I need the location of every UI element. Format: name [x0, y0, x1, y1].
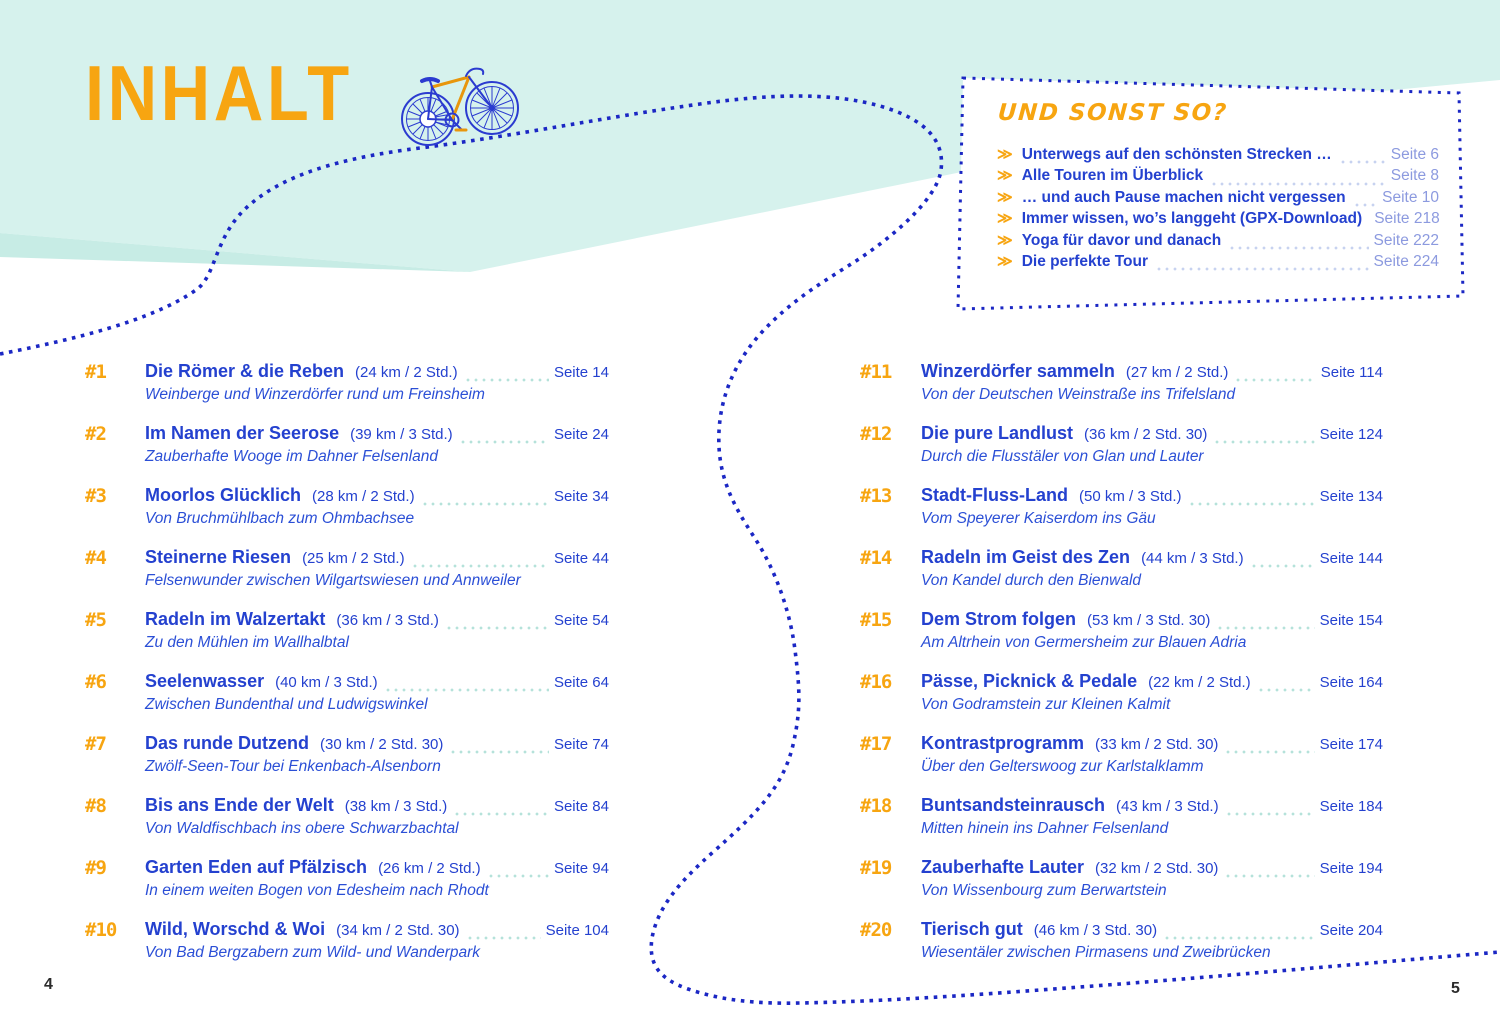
dot-leader: [1234, 370, 1315, 382]
tour-title-line: [145, 918, 609, 942]
tour-title-line: [145, 608, 609, 632]
info-box-row-label: … und auch Pause machen nicht vergessen: [1021, 188, 1346, 206]
tour-title: Die Römer & die Reben: [145, 361, 345, 381]
chevron-right-icon: ≫: [997, 167, 1013, 185]
tour-distance-duration: (43 km / 3 Std.): [1116, 798, 1219, 815]
info-box-row-page: Seite 224: [1373, 253, 1439, 271]
tour-entry-body: [921, 546, 1383, 591]
tour-title-line: [145, 484, 609, 508]
tour-entry-body: [921, 608, 1383, 653]
chevron-right-icon: ≫: [997, 188, 1013, 206]
tour-distance-duration: (53 km / 3 Std. 30): [1087, 612, 1211, 629]
info-box-row-label: Die perfekte Tour: [1021, 253, 1149, 271]
info-box-row-label: Yoga für davor und danach: [1021, 231, 1222, 249]
tour-subtitle: Zu den Mühlen im Wallhalbtal: [145, 634, 349, 651]
dot-leader: [449, 742, 549, 754]
tour-entry: [85, 422, 609, 467]
tour-entry: [85, 608, 609, 653]
tour-title-line: [145, 670, 609, 694]
tour-entry: [85, 670, 609, 715]
tour-subtitle: Vom Speyerer Kaiserdom ins Gäu: [921, 510, 1156, 527]
tour-entry-body: [921, 732, 1383, 777]
dot-leader: [1155, 259, 1368, 271]
tour-title: Buntsandsteinrausch: [921, 795, 1106, 815]
tour-page-ref: Seite 34: [553, 488, 609, 505]
dot-leader: [421, 494, 549, 506]
tour-entry-body: [921, 794, 1383, 839]
tour-subtitle: Von Bad Bergzabern zum Wild- und Wanderpark: [145, 944, 481, 961]
tour-title-line: [145, 360, 609, 384]
tour-entry-body: [145, 546, 609, 591]
tour-entry: [860, 360, 1383, 405]
tour-distance-duration: (25 km / 2 Std.): [302, 550, 405, 567]
tour-page-ref: Seite 74: [553, 736, 609, 753]
tour-number: #4: [85, 547, 106, 569]
tour-entry: [860, 856, 1383, 901]
tour-distance-duration: (36 km / 2 Std. 30): [1084, 426, 1208, 443]
tour-title-line: [921, 856, 1383, 880]
tour-entry: [85, 484, 609, 529]
tour-list-left: [85, 360, 609, 980]
tour-title: Zauberhafte Lauter: [921, 857, 1085, 877]
tour-page-ref: Seite 194: [1319, 860, 1383, 877]
tour-subtitle: Von Kandel durch den Bienwald: [921, 572, 1142, 589]
dot-leader: [411, 556, 549, 568]
tour-entry-body: [145, 608, 609, 653]
dot-leader: [466, 928, 541, 940]
tour-entry: [85, 918, 609, 963]
tour-subtitle: Durch die Flusstäler von Glan und Lauter: [921, 448, 1204, 465]
dot-leader: [1339, 152, 1386, 164]
tour-title: Dem Strom folgen: [921, 609, 1077, 629]
tour-subtitle: Von Godramstein zur Kleinen Kalmit: [921, 696, 1171, 713]
tour-title-line: [921, 732, 1383, 756]
dot-leader: [1163, 928, 1315, 940]
tour-subtitle: Zauberhafte Wooge im Dahner Felsenland: [145, 448, 438, 465]
tour-distance-duration: (34 km / 2 Std. 30): [336, 922, 460, 939]
tour-entry-body: [921, 670, 1383, 715]
tour-page-ref: Seite 154: [1319, 612, 1383, 629]
dot-leader: [1228, 238, 1368, 250]
dot-leader: [464, 370, 549, 382]
info-box-row-page: Seite 8: [1390, 167, 1439, 185]
tour-number: #12: [860, 423, 892, 445]
tour-title-line: [145, 546, 609, 570]
tour-entry: [860, 484, 1383, 529]
tour-number: #9: [85, 857, 106, 879]
info-box-row: [997, 144, 1439, 165]
tour-title: Pässe, Picknick & Pedale: [921, 671, 1138, 691]
tour-number: #17: [860, 733, 892, 755]
tour-entry-body: [145, 794, 609, 839]
tour-entry: [860, 608, 1383, 653]
tour-page-ref: Seite 204: [1319, 922, 1383, 939]
tour-number: #20: [860, 919, 892, 941]
dot-leader: [487, 866, 549, 878]
tour-entry: [85, 794, 609, 839]
tour-title: Steinerne Riesen: [145, 547, 292, 567]
tour-title-line: [145, 794, 609, 818]
tour-title-line: [921, 918, 1383, 942]
info-box-row-label: Immer wissen, wo’s langgeht (GPX-Download): [1021, 210, 1363, 228]
tour-subtitle: Über den Gelterswoog zur Karlstalklamm: [921, 758, 1204, 775]
tour-entry-body: [145, 484, 609, 529]
tour-distance-duration: (32 km / 2 Std. 30): [1095, 860, 1219, 877]
tour-entry-body: [921, 422, 1383, 467]
tour-entry: [85, 732, 609, 777]
info-box-row-label: Alle Touren im Überblick: [1021, 167, 1204, 185]
info-box-row: [997, 230, 1439, 251]
tour-entry: [860, 422, 1383, 467]
tour-list-right: [860, 360, 1383, 980]
tour-number: #2: [85, 423, 106, 445]
tour-entry-body: [145, 360, 609, 405]
tour-entry: [860, 546, 1383, 591]
tour-entry-body: [145, 918, 609, 963]
tour-title-line: [145, 732, 609, 756]
dot-leader: [1188, 494, 1315, 506]
tour-title-line: [921, 422, 1383, 446]
tour-subtitle: Wiesentäler zwischen Pirmasens und Zweibrücken: [921, 944, 1271, 961]
tour-entry: [85, 546, 609, 591]
tour-title-line: [921, 608, 1383, 632]
tour-number: #19: [860, 857, 892, 879]
tour-page-ref: Seite 164: [1319, 674, 1383, 691]
tour-number: #16: [860, 671, 892, 693]
tour-number: #14: [860, 547, 892, 569]
tour-title: Garten Eden auf Pfälzisch: [145, 857, 368, 877]
tour-subtitle: Von der Deutschen Weinstraße ins Trifelsland: [921, 386, 1236, 403]
tour-distance-duration: (22 km / 2 Std.): [1148, 674, 1251, 691]
tour-title: Moorlos Glücklich: [145, 485, 302, 505]
tour-title: Winzerdörfer sammeln: [921, 361, 1115, 381]
tour-distance-duration: (28 km / 2 Std.): [312, 488, 415, 505]
chevron-right-icon: ≫: [997, 253, 1013, 271]
page-number-right: 5: [1451, 980, 1460, 997]
dot-leader: [384, 680, 549, 692]
tour-subtitle: Von Waldfischbach ins obere Schwarzbachtal: [145, 820, 459, 837]
tour-title-line: [921, 484, 1383, 508]
tour-title: Stadt-Fluss-Land: [921, 485, 1068, 505]
dot-leader: [1225, 804, 1315, 816]
tour-title-line: [921, 546, 1383, 570]
tour-subtitle: Felsenwunder zwischen Wilgartswiesen und Annweiler: [145, 572, 521, 589]
tour-subtitle: Von Bruchmühlbach zum Ohmbachsee: [145, 510, 415, 527]
tour-title-line: [921, 670, 1383, 694]
tour-number: #1: [85, 361, 106, 383]
tour-number: #7: [85, 733, 106, 755]
page-number-left: 4: [44, 976, 53, 993]
tour-entry: [860, 794, 1383, 839]
tour-entry: [860, 918, 1383, 963]
dot-leader: [459, 432, 549, 444]
tour-entry-body: [145, 732, 609, 777]
dot-leader: [1257, 680, 1315, 692]
chevron-right-icon: ≫: [997, 146, 1013, 163]
tour-distance-duration: (26 km / 2 Std.): [378, 860, 481, 877]
chevron-right-icon: ≫: [997, 231, 1013, 249]
tour-number: #13: [860, 485, 892, 507]
info-box-row-page: Seite 6: [1390, 146, 1439, 163]
tour-title: Seelenwasser: [145, 671, 265, 691]
tour-title: Bis ans Ende der Welt: [145, 795, 334, 815]
tour-distance-duration: (24 km / 2 Std.): [355, 364, 458, 381]
tour-distance-duration: (44 km / 3 Std.): [1141, 550, 1244, 567]
dot-leader: [1216, 618, 1314, 630]
tour-number: #11: [860, 361, 892, 383]
tour-distance-duration: (27 km / 2 Std.): [1125, 364, 1229, 381]
tour-page-ref: Seite 114: [1320, 364, 1383, 381]
info-box-row-label: Unterwegs auf den schönsten Strecken …: [1021, 146, 1332, 163]
tour-page-ref: Seite 184: [1319, 798, 1383, 815]
tour-page-ref: Seite 24: [553, 426, 609, 443]
tour-number: #5: [85, 609, 106, 631]
tour-distance-duration: (36 km / 3 Std.): [336, 612, 439, 629]
tour-distance-duration: (40 km / 3 Std.): [275, 674, 378, 691]
tour-distance-duration: (33 km / 2 Std. 30): [1095, 736, 1219, 753]
tour-page-ref: Seite 134: [1319, 488, 1383, 505]
tour-title-line: [921, 794, 1383, 818]
tour-entry-body: [921, 484, 1383, 529]
tour-number: #15: [860, 609, 892, 631]
info-box-row-page: Seite 10: [1382, 188, 1439, 206]
tour-page-ref: Seite 14: [553, 364, 609, 381]
tour-entry-body: [145, 422, 609, 467]
tour-page-ref: Seite 174: [1319, 736, 1383, 753]
tour-subtitle: Von Wissenbourg zum Berwartstein: [921, 882, 1167, 899]
tour-page-ref: Seite 84: [553, 798, 609, 815]
chevron-right-icon: ≫: [997, 210, 1013, 228]
tour-title-line: [921, 360, 1383, 384]
tour-entry: [85, 856, 609, 901]
page-title: INHALT: [85, 49, 353, 137]
tour-distance-duration: (30 km / 2 Std. 30): [320, 736, 444, 753]
dot-leader: [1213, 432, 1314, 444]
tour-title: Radeln im Walzertakt: [145, 609, 326, 629]
tour-subtitle: Zwölf-Seen-Tour bei Enkenbach-Alsenborn: [145, 758, 441, 775]
tour-subtitle: Zwischen Bundenthal und Ludwigswinkel: [145, 696, 428, 713]
info-box-row: [997, 165, 1439, 186]
info-box: [997, 100, 1439, 272]
tour-title: Im Namen der Seerose: [145, 423, 340, 443]
tour-page-ref: Seite 44: [553, 550, 609, 567]
info-box-row: [997, 208, 1439, 229]
tour-page-ref: Seite 64: [553, 674, 609, 691]
dot-leader: [1353, 195, 1378, 207]
tour-number: #3: [85, 485, 106, 507]
tour-page-ref: Seite 144: [1319, 550, 1383, 567]
info-box-row: [997, 187, 1439, 208]
tour-title: Kontrastprogramm: [921, 733, 1085, 753]
tour-distance-duration: (50 km / 3 Std.): [1079, 488, 1182, 505]
tour-title: Wild, Worschd & Woi: [145, 919, 326, 939]
tour-title: Radeln im Geist des Zen: [921, 547, 1131, 567]
tour-entry-body: [145, 670, 609, 715]
dot-leader: [445, 618, 549, 630]
info-box-row: [997, 251, 1439, 272]
tour-number: #8: [85, 795, 106, 817]
tour-subtitle: Am Altrhein von Germersheim zur Blauen Adria: [921, 634, 1247, 651]
info-box-heading: UND SONST SO?: [997, 100, 1229, 126]
tour-distance-duration: (46 km / 3 Std. 30): [1033, 922, 1158, 939]
tour-entry-body: [921, 918, 1383, 963]
tour-subtitle: In einem weiten Bogen von Edesheim nach Rhodt: [145, 882, 489, 899]
tour-entry: [860, 732, 1383, 777]
dot-leader: [1224, 742, 1314, 754]
tour-number: #18: [860, 795, 892, 817]
tour-number: #10: [85, 919, 117, 941]
tour-page-ref: Seite 104: [545, 922, 609, 939]
tour-title-line: [145, 422, 609, 446]
tour-subtitle: Weinberge und Winzerdörfer rund um Freinsheim: [145, 386, 485, 403]
tour-distance-duration: (38 km / 3 Std.): [344, 798, 448, 815]
tour-title: Tierisch gut: [921, 919, 1023, 939]
info-box-row-page: Seite 222: [1373, 231, 1439, 249]
dot-leader: [453, 804, 549, 816]
tour-entry-body: [921, 856, 1383, 901]
tour-number: #6: [85, 671, 106, 693]
tour-entry: [85, 360, 609, 405]
tour-page-ref: Seite 124: [1319, 426, 1383, 443]
tour-entry: [860, 670, 1383, 715]
tour-page-ref: Seite 54: [553, 612, 609, 629]
tour-entry-body: [921, 360, 1383, 405]
dot-leader: [1250, 556, 1315, 568]
tour-subtitle: Mitten hinein ins Dahner Felsenland: [921, 820, 1169, 837]
tour-page-ref: Seite 94: [553, 860, 609, 877]
dot-leader: [1210, 174, 1386, 186]
dot-leader: [1224, 866, 1314, 878]
tour-distance-duration: (39 km / 3 Std.): [350, 426, 453, 443]
tour-title-line: [145, 856, 609, 880]
tour-title: Das runde Dutzend: [145, 733, 310, 753]
info-box-row-page: Seite 218: [1374, 210, 1440, 228]
info-box-list: [997, 144, 1439, 272]
tour-title: Die pure Landlust: [921, 423, 1074, 443]
tour-entry-body: [145, 856, 609, 901]
